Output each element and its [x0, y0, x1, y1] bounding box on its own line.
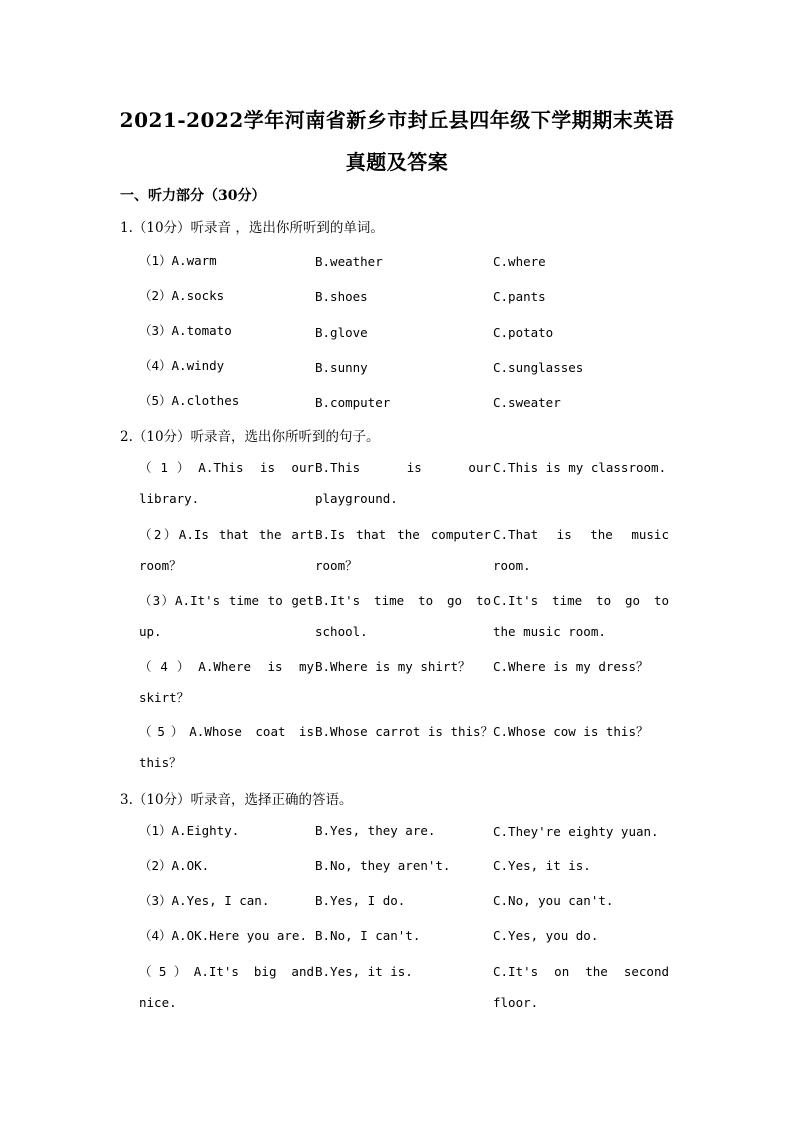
q2-item1-option-b: B.This is our playground. [315, 460, 491, 506]
q2-item2-option-c: C.That is the music room. [493, 527, 669, 573]
q3-item3-option-c: C.No, you can't. [493, 893, 614, 908]
q1-item1-option-b: B.weather [315, 254, 383, 269]
q2-item4-option-b: B.Where is my shirt？ [315, 659, 471, 674]
document-title-line1: 2021-2022学年河南省新乡市封丘县四年级下学期期末英语 [119, 108, 675, 132]
q1-item5-option-b: B.computer [315, 395, 391, 410]
question-3-prompt: 3.（10分）听录音，选择正确的答语。 [120, 792, 353, 808]
q2-item5-option-c: C.Whose cow is this？ [493, 724, 649, 739]
q2-item1-option-c: C.This is my classroom. [493, 460, 667, 475]
q2-item4-option-a: （4）A.Where is my skirt？ [139, 659, 314, 705]
q3-item1-option-b: B.Yes, they are. [315, 823, 436, 838]
q1-item3-option-a: （3）A.tomato [139, 323, 232, 338]
q3-item2-option-a: （2）A.OK. [139, 858, 210, 873]
q1-item4-option-b: B.sunny [315, 360, 368, 375]
section-heading-listening: 一、听力部分（30分） [120, 188, 266, 204]
q2-item5-option-a: （5）A.Whose coat is this？ [139, 724, 314, 770]
q3-item1-option-c: C.They're eighty yuan. [493, 824, 659, 839]
q3-item4-option-b: B.No, I can't. [315, 928, 421, 943]
q2-item3-option-a: （3）A.It's time to get up. [139, 593, 314, 639]
q1-item2-option-a: （2）A.socks [139, 288, 225, 303]
q3-item3-option-a: （3）A.Yes, I can. [139, 893, 270, 908]
q1-item3-option-c: C.potato [493, 325, 554, 340]
q1-item5-option-a: （5）A.clothes [139, 393, 240, 408]
q2-item3-option-b: B.It's time to go to school. [315, 593, 491, 639]
q1-item5-option-c: C.sweater [493, 395, 561, 410]
q2-item2-option-b: B.Is that the computer room？ [315, 527, 491, 573]
q3-item5-option-a: （5）A.It's big and nice. [139, 964, 314, 1010]
q3-item2-option-b: B.No, they aren't. [315, 858, 451, 873]
q1-item1-option-a: （1）A.warm [139, 253, 217, 268]
q3-item3-option-b: B.Yes, I do. [315, 893, 406, 908]
q1-item4-option-a: （4）A.windy [139, 358, 225, 373]
q1-item3-option-b: B.glove [315, 325, 368, 340]
q1-item1-option-c: C.where [493, 254, 546, 269]
q1-item2-option-c: C.pants [493, 289, 546, 304]
q2-item4-option-c: C.Where is my dress？ [493, 659, 649, 674]
question-1-prompt: 1.（10分）听录音 ，选出你所听到的单词。 [120, 220, 384, 236]
q1-item2-option-b: B.shoes [315, 289, 368, 304]
q2-item1-option-a: （1）A.This is our library. [139, 460, 314, 506]
document-title-line2: 真题及答案 [345, 150, 449, 174]
q3-item2-option-c: C.Yes, it is. [493, 858, 591, 873]
q3-item5-option-b: B.Yes, it is. [315, 964, 413, 979]
q2-item2-option-a: （2）A.Is that the art room？ [139, 527, 314, 573]
question-2-prompt: 2.（10分）听录音，选出你所听到的句子。 [120, 429, 380, 445]
q3-item5-option-c: C.It's on the second floor. [493, 964, 669, 1010]
q3-item1-option-a: （1）A.Eighty. [139, 823, 240, 838]
q3-item4-option-a: （4）A.OK.Here you are. [139, 928, 307, 943]
q2-item5-option-b: B.Whose carrot is this？ [315, 724, 494, 739]
q2-item3-option-c: C.It's time to go to the music room. [493, 593, 669, 639]
q3-item4-option-c: C.Yes, you do. [493, 928, 599, 943]
q1-item4-option-c: C.sunglasses [493, 360, 584, 375]
